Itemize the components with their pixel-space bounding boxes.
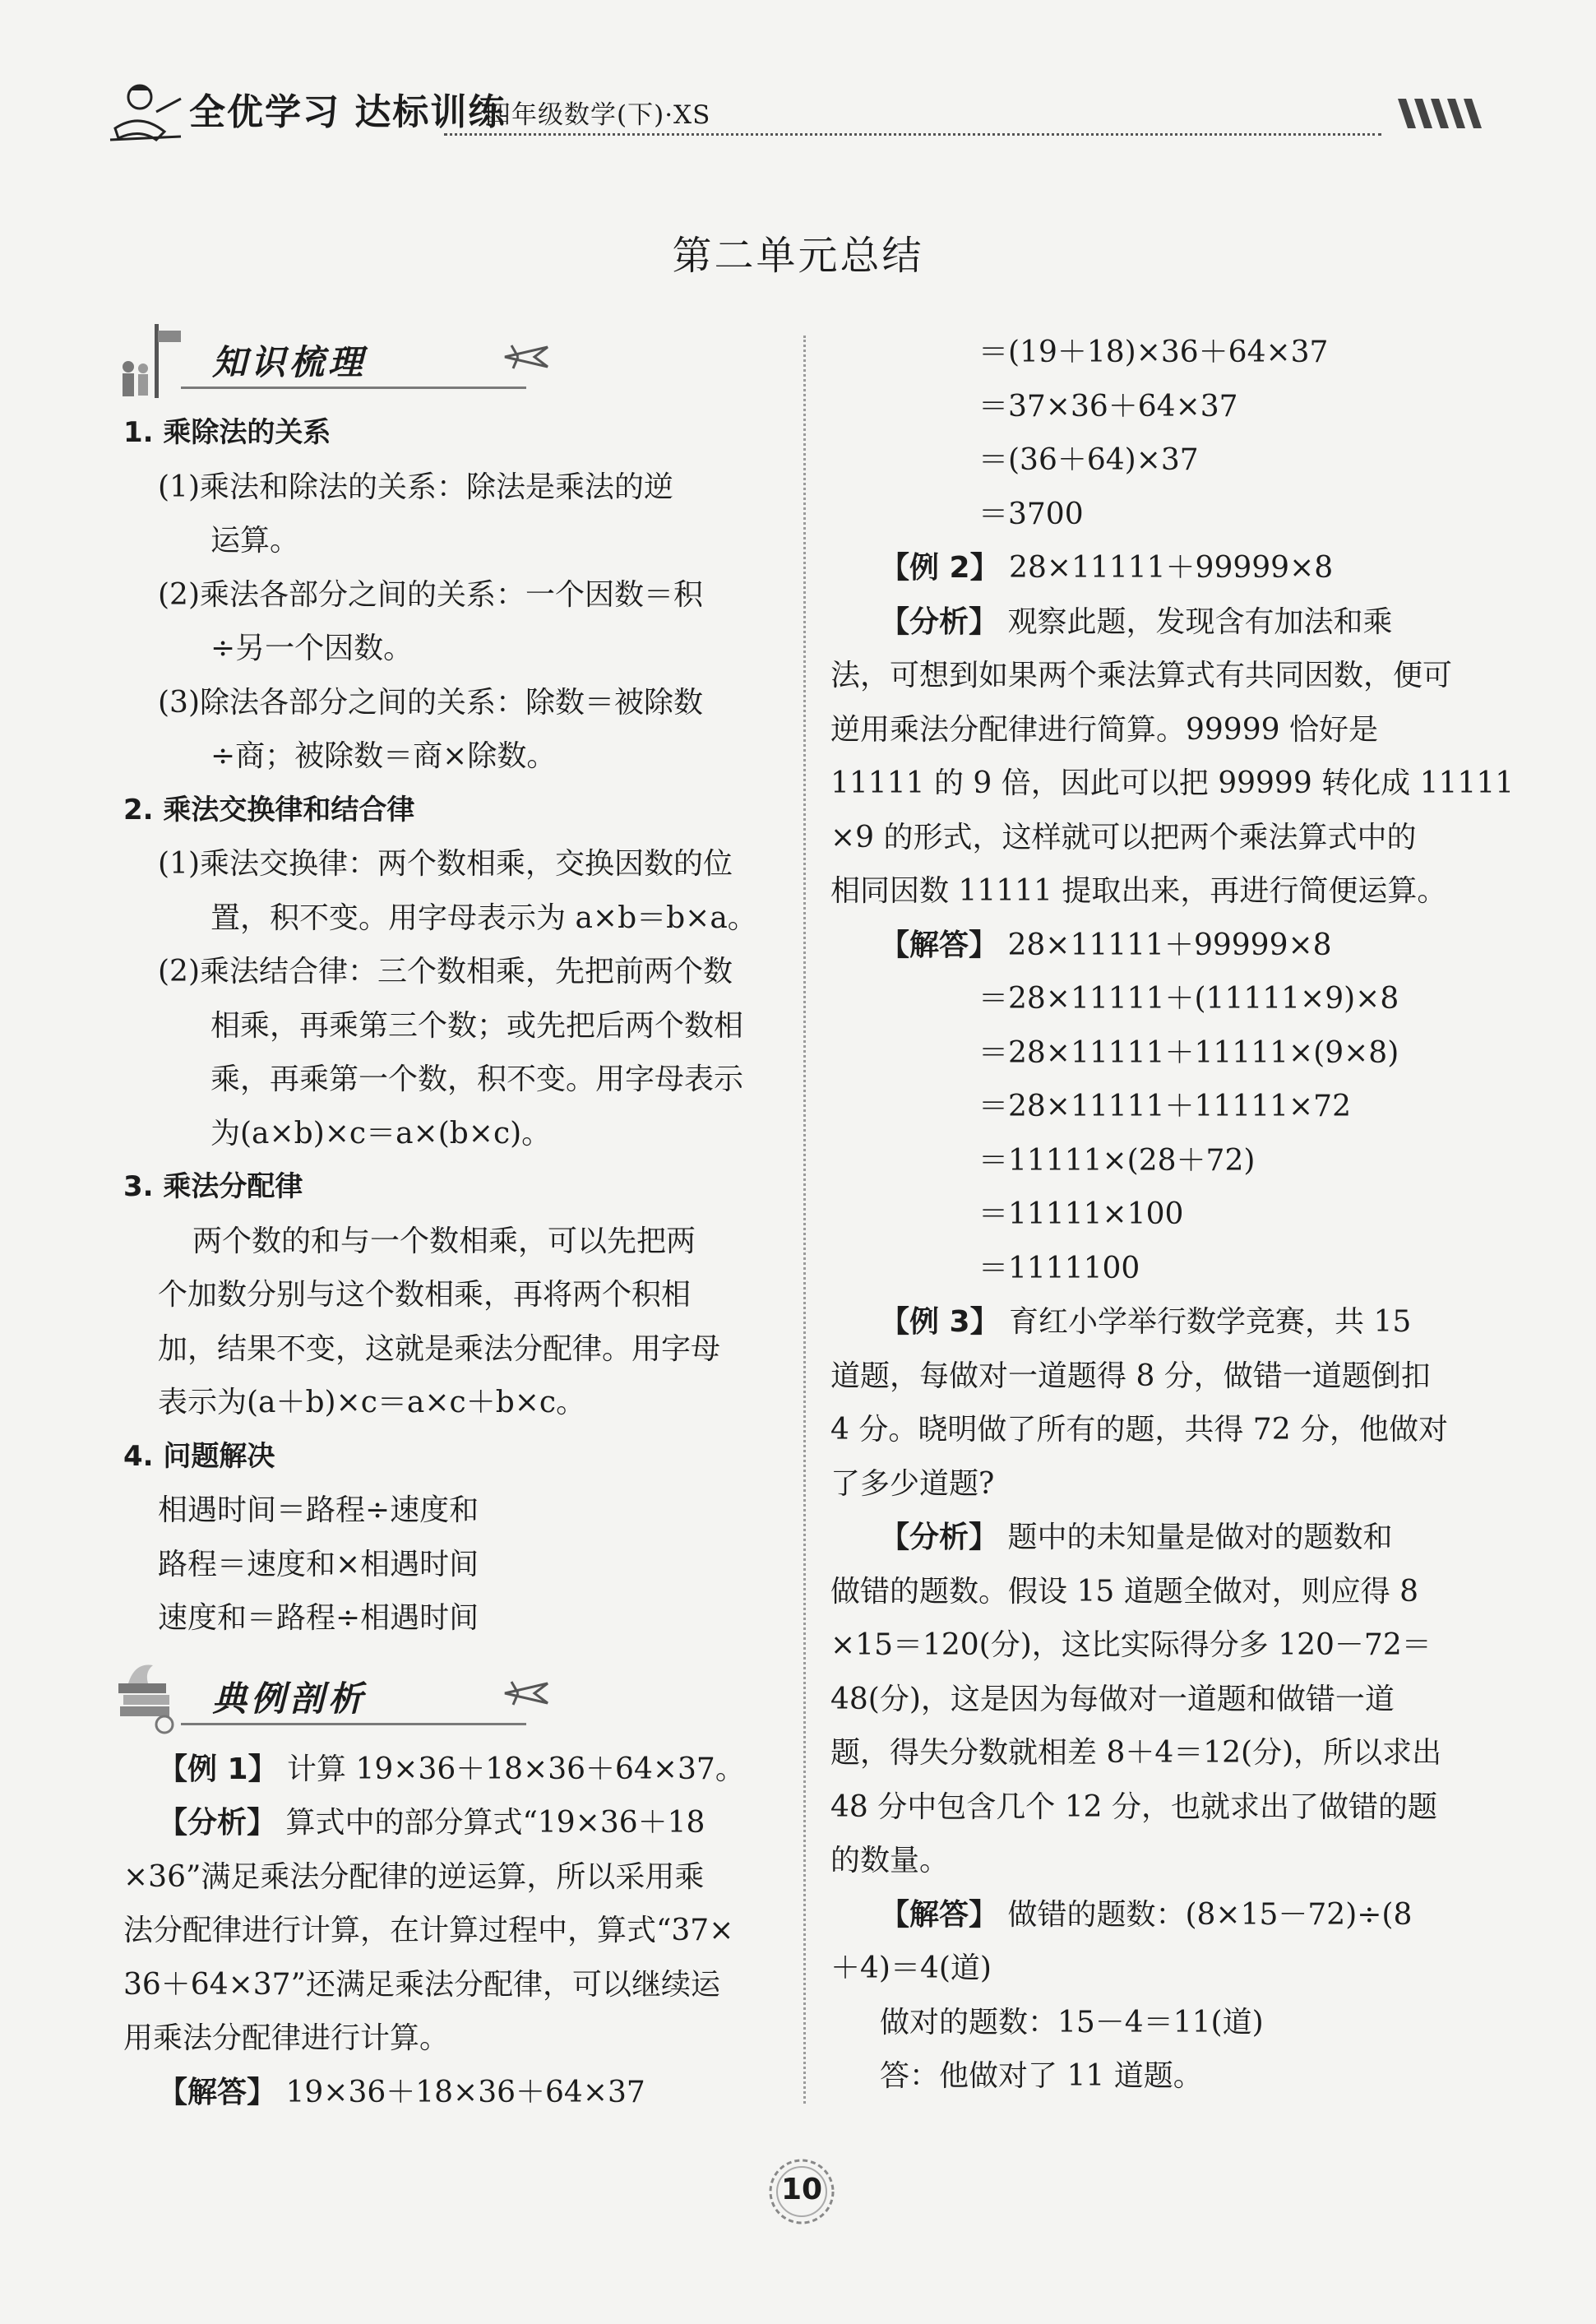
solution-tag: 【解答】 [880, 1897, 999, 1932]
student-mascot-icon [107, 79, 197, 145]
formula-line: 速度和＝路程÷相遇时间 [158, 1601, 479, 1635]
step-line: ＝28×11111＋11111×72 [978, 1090, 1351, 1123]
text-line: 法，可想到如果两个乘法算式有共同因数，便可 [830, 659, 1453, 692]
example-tag: 【例 1】 [158, 1752, 278, 1786]
text-line: 乘，再乘第一个数，积不变。用字母表示 [210, 1062, 744, 1096]
text-line: 了多少道题? [830, 1466, 995, 1501]
heading-2: 2. 乘法交换律和结合律 [123, 793, 415, 826]
text-line: 48(分)，这是因为每做对一道题和做错一道 [830, 1682, 1395, 1716]
header-stripes-icon [1398, 95, 1488, 132]
text-line: 个加数分别与这个数相乘，再将两个积相 [158, 1278, 692, 1312]
text-line: ×15＝120(分)，这比实际得分多 120－72＝ [830, 1628, 1432, 1662]
text-line: 48 分中包含几个 12 分，也就求出了做错的题 [830, 1789, 1437, 1824]
signpost-people-icon [117, 319, 183, 401]
text-line: 运算。 [210, 524, 300, 558]
text-line: 36＋64×37”还满足乘法分配律，可以继续运 [123, 1967, 720, 2002]
text-line: (3)除法各部分之间的关系：除数＝被除数 [158, 685, 703, 720]
books-icon [117, 1655, 183, 1738]
solution-tag: 【解答】 [158, 2075, 277, 2109]
page-title: 第二单元总结 [672, 233, 924, 279]
text-line: 相同因数 11111 提取出来，再进行简便运算。 [830, 874, 1447, 908]
text-line: 的数量。 [830, 1844, 950, 1877]
text-line: 相乘，再乘第三个数；或先把后两个数相 [210, 1008, 744, 1043]
solution-tag: 【解答】 [880, 928, 999, 962]
left-column [123, 312, 773, 2119]
step-line: ＝11111×(28＋72) [978, 1143, 1256, 1178]
text-line: (1)乘法交换律：两个数相乘，交换因数的位 [158, 847, 733, 881]
text-line: 两个数的和与一个数相乘，可以先把两 [192, 1224, 696, 1258]
text-line: ×9 的形式，这样就可以把两个乘法算式中的 [830, 820, 1417, 854]
heading-4: 4. 问题解决 [123, 1439, 275, 1473]
text-line: ×36”满足乘法分配律的逆运算，所以采用乘 [123, 1859, 705, 1894]
step-line: ＝(36＋64)×37 [978, 443, 1199, 477]
text-line: 为(a×b)×c＝a×(b×c)。 [210, 1116, 552, 1150]
heading-1: 1. 乘除法的关系 [123, 416, 331, 449]
analysis-3 [830, 1511, 1488, 1565]
analysis-tag: 【分析】 [880, 604, 999, 639]
example-text: 计算 19×36＋18×36＋64×37。 [287, 1752, 745, 1786]
text-line: ÷另一个因数。 [210, 632, 414, 665]
text-line: 题，得失分数就相差 8＋4＝12(分)，所以求出 [830, 1736, 1442, 1770]
right-column [830, 326, 1515, 2104]
formula-line: 路程＝速度和×相遇时间 [158, 1547, 479, 1581]
solution-text: 28×11111＋99999×8 [1007, 928, 1332, 962]
example-tag: 【例 3】 [880, 1305, 1000, 1339]
example-1 [123, 1743, 773, 1797]
analysis-tag: 【分析】 [158, 1806, 277, 1840]
text-line: ＋4)＝4(道) [830, 1951, 992, 1985]
column-divider [803, 336, 806, 2104]
analysis-text: 算式中的部分算式“19×36＋18 [285, 1806, 705, 1840]
solution-text: 19×36＋18×36＋64×37 [285, 2075, 645, 2109]
page-number: 10 [780, 2173, 823, 2206]
text-line: 置，积不变。用字母表示为 a×b＝b×a。 [210, 900, 757, 935]
text-line: 做对的题数：15－4＝11(道) [880, 2005, 1264, 2039]
airplane-icon [502, 1675, 551, 1708]
section-examples-label: 典例剖析 [212, 1678, 368, 1719]
text-line: 法分配律进行计算，在计算过程中，算式“37× [123, 1914, 734, 1947]
analysis-1 [123, 1796, 773, 1850]
text-line: 表示为(a＋b)×c＝a×c＋b×c。 [158, 1386, 586, 1419]
section-underline [181, 1723, 526, 1725]
solution-3 [830, 1888, 1488, 1942]
analysis-text: 题中的未知量是做对的题数和 [1007, 1521, 1393, 1554]
page-header [107, 79, 1488, 145]
text-line: ÷商；被除数＝商×除数。 [210, 739, 557, 773]
step-line: ＝(19＋18)×36＋64×37 [978, 336, 1329, 369]
step-line: ＝28×11111＋(11111×9)×8 [978, 982, 1399, 1016]
text-line: 用乘法分配律进行计算。 [123, 2021, 450, 2055]
formula-line: 相遇时间＝路程÷速度和 [158, 1493, 479, 1527]
airplane-icon [502, 339, 551, 372]
header-dotted-rule [444, 133, 1381, 136]
example-2 [830, 541, 1488, 595]
text-line: 逆用乘法分配律进行简算。99999 恰好是 [830, 712, 1378, 747]
section-knowledge-label: 知识梳理 [212, 342, 368, 382]
solution-text: 做错的题数：(8×15－72)÷(8 [1007, 1897, 1413, 1932]
brand-name: 全优学习 达标训练 [189, 91, 507, 133]
text-line: 11111 的 9 倍，因此可以把 99999 转化成 11111 [830, 766, 1515, 800]
grade-label: 四年级数学(下)·XS [485, 100, 711, 130]
text-line: (1)乘法和除法的关系：除法是乘法的逆 [158, 470, 673, 504]
page-number-badge [766, 2156, 837, 2227]
example-text: 育红小学举行数学竞赛，共 15 [1009, 1305, 1412, 1339]
solution-2 [830, 919, 1488, 973]
step-line: ＝28×11111＋11111×(9×8) [978, 1035, 1399, 1070]
example-tag: 【例 2】 [880, 551, 1000, 585]
step-line: ＝3700 [978, 497, 1084, 531]
section-knowledge [123, 312, 773, 403]
text-line: 做错的题数。假设 15 道题全做对，则应得 8 [830, 1574, 1419, 1609]
step-line: ＝1111100 [978, 1251, 1140, 1285]
heading-3: 3. 乘法分配律 [123, 1170, 303, 1203]
example-3 [830, 1295, 1488, 1349]
text-line: 道题，每做对一道题得 8 分，做错一道题倒扣 [830, 1359, 1431, 1393]
example-text: 28×11111＋99999×8 [1009, 551, 1334, 585]
section-underline [181, 387, 526, 389]
analysis-tag: 【分析】 [880, 1521, 999, 1554]
text-line: (2)乘法各部分之间的关系：一个因数＝积 [158, 577, 703, 612]
step-line: ＝37×36＋64×37 [978, 389, 1238, 424]
analysis-text: 观察此题，发现含有加法和乘 [1007, 604, 1393, 639]
text-line: 加，结果不变，这就是乘法分配律。用字母 [158, 1331, 721, 1366]
text-line: 4 分。晓明做了所有的题，共得 72 分，他做对 [830, 1413, 1449, 1447]
section-examples [123, 1649, 773, 1739]
analysis-2 [830, 595, 1488, 650]
text-line: 答：他做对了 11 道题。 [880, 2059, 1203, 2093]
step-line: ＝11111×100 [978, 1197, 1184, 1231]
text-line: (2)乘法结合律：三个数相乘，先把前两个数 [158, 955, 733, 988]
solution-1 [123, 2066, 773, 2120]
